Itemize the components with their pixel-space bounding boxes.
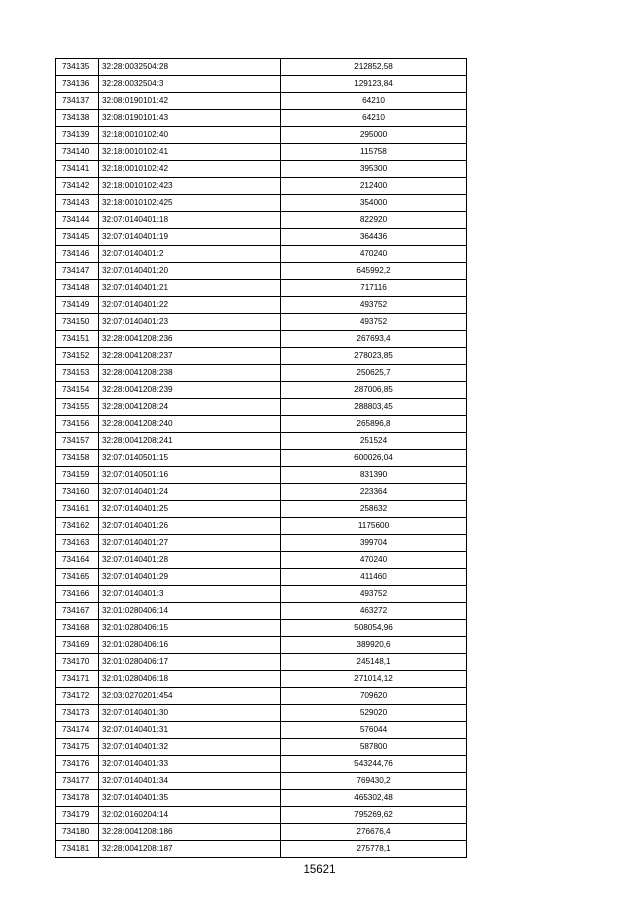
row-number-cell: 734162 — [56, 518, 99, 535]
table-row — [56, 110, 467, 127]
row-number-cell: 734164 — [56, 552, 99, 569]
row-number-cell: 734177 — [56, 773, 99, 790]
table-row — [56, 263, 467, 280]
value-cell: 276676,4 — [281, 824, 467, 841]
row-number-cell: 734151 — [56, 331, 99, 348]
cadastral-number-cell: 32:01:0280406:15 — [99, 620, 281, 637]
cadastral-number-cell: 32:01:0280406:16 — [99, 637, 281, 654]
table-row — [56, 484, 467, 501]
table-row — [56, 671, 467, 688]
value-cell: 463272 — [281, 603, 467, 620]
cadastral-number-cell: 32:07:0140401:35 — [99, 790, 281, 807]
value-cell: 600026,04 — [281, 450, 467, 467]
table-row — [56, 535, 467, 552]
row-number-cell: 734176 — [56, 756, 99, 773]
row-number-cell: 734166 — [56, 586, 99, 603]
cadastral-number-cell: 32:07:0140401:2 — [99, 246, 281, 263]
table-row — [56, 93, 467, 110]
row-number-cell: 734136 — [56, 76, 99, 93]
row-number-cell: 734160 — [56, 484, 99, 501]
value-cell: 354000 — [281, 195, 467, 212]
table-row — [56, 348, 467, 365]
row-number-cell: 734144 — [56, 212, 99, 229]
table-row — [56, 144, 467, 161]
row-number-cell: 734150 — [56, 314, 99, 331]
table-row — [56, 212, 467, 229]
row-number-cell: 734146 — [56, 246, 99, 263]
value-cell: 587800 — [281, 739, 467, 756]
value-cell: 465302,48 — [281, 790, 467, 807]
cadastral-number-cell: 32:28:0041208:24 — [99, 399, 281, 416]
cadastral-number-cell: 32:07:0140401:22 — [99, 297, 281, 314]
value-cell: 493752 — [281, 314, 467, 331]
value-cell: 212852,58 — [281, 59, 467, 76]
cadastral-number-cell: 32:07:0140401:29 — [99, 569, 281, 586]
value-cell: 250625,7 — [281, 365, 467, 382]
cadastral-number-cell: 32:07:0140401:21 — [99, 280, 281, 297]
cadastral-number-cell: 32:08:0190101:42 — [99, 93, 281, 110]
value-cell: 717116 — [281, 280, 467, 297]
value-cell: 769430,2 — [281, 773, 467, 790]
cadastral-number-cell: 32:28:0032504:3 — [99, 76, 281, 93]
table-row — [56, 620, 467, 637]
value-cell: 795269,62 — [281, 807, 467, 824]
row-number-cell: 734159 — [56, 467, 99, 484]
table-row — [56, 59, 467, 76]
value-cell: 258632 — [281, 501, 467, 518]
cadastral-number-cell: 32:07:0140401:20 — [99, 263, 281, 280]
cadastral-number-cell: 32:28:0041208:240 — [99, 416, 281, 433]
row-number-cell: 734157 — [56, 433, 99, 450]
cadastral-number-cell: 32:01:0280406:14 — [99, 603, 281, 620]
row-number-cell: 734174 — [56, 722, 99, 739]
table-row — [56, 841, 467, 858]
table-row — [56, 76, 467, 93]
cadastral-number-cell: 32:28:0041208:237 — [99, 348, 281, 365]
cadastral-number-cell: 32:28:0041208:238 — [99, 365, 281, 382]
value-cell: 115758 — [281, 144, 467, 161]
cadastral-number-cell: 32:07:0140401:26 — [99, 518, 281, 535]
value-cell: 295000 — [281, 127, 467, 144]
table-row — [56, 331, 467, 348]
value-cell: 529020 — [281, 705, 467, 722]
value-cell: 822920 — [281, 212, 467, 229]
value-cell: 645992,2 — [281, 263, 467, 280]
value-cell: 576044 — [281, 722, 467, 739]
table-row — [56, 722, 467, 739]
value-cell: 831390 — [281, 467, 467, 484]
cadastral-number-cell: 32:07:0140401:27 — [99, 535, 281, 552]
row-number-cell: 734172 — [56, 688, 99, 705]
table-row — [56, 688, 467, 705]
row-number-cell: 734156 — [56, 416, 99, 433]
table-row — [56, 586, 467, 603]
cadastral-value-table — [55, 58, 467, 858]
table-row — [56, 603, 467, 620]
value-cell: 470240 — [281, 552, 467, 569]
table-body — [56, 59, 467, 858]
cadastral-number-cell: 32:07:0140401:23 — [99, 314, 281, 331]
row-number-cell: 734158 — [56, 450, 99, 467]
table-row — [56, 297, 467, 314]
table-row — [56, 127, 467, 144]
table-row — [56, 637, 467, 654]
value-cell: 278023,85 — [281, 348, 467, 365]
value-cell: 399704 — [281, 535, 467, 552]
row-number-cell: 734155 — [56, 399, 99, 416]
cadastral-number-cell: 32:07:0140401:19 — [99, 229, 281, 246]
value-cell: 271014,12 — [281, 671, 467, 688]
table-row — [56, 654, 467, 671]
value-cell: 287006,85 — [281, 382, 467, 399]
cadastral-number-cell: 32:18:0010102:423 — [99, 178, 281, 195]
table-row — [56, 467, 467, 484]
cadastral-number-cell: 32:07:0140501:15 — [99, 450, 281, 467]
row-number-cell: 734173 — [56, 705, 99, 722]
value-cell: 389920,6 — [281, 637, 467, 654]
row-number-cell: 734154 — [56, 382, 99, 399]
row-number-cell: 734171 — [56, 671, 99, 688]
table-row — [56, 705, 467, 722]
cadastral-number-cell: 32:28:0041208:236 — [99, 331, 281, 348]
row-number-cell: 734168 — [56, 620, 99, 637]
row-number-cell: 734152 — [56, 348, 99, 365]
table-row — [56, 280, 467, 297]
row-number-cell: 734169 — [56, 637, 99, 654]
row-number-cell: 734163 — [56, 535, 99, 552]
cadastral-number-cell: 32:08:0190101:43 — [99, 110, 281, 127]
row-number-cell: 734165 — [56, 569, 99, 586]
value-cell: 288803,45 — [281, 399, 467, 416]
row-number-cell: 734135 — [56, 59, 99, 76]
row-number-cell: 734161 — [56, 501, 99, 518]
row-number-cell: 734178 — [56, 790, 99, 807]
value-cell: 470240 — [281, 246, 467, 263]
table-row — [56, 314, 467, 331]
cadastral-number-cell: 32:28:0041208:239 — [99, 382, 281, 399]
table-row — [56, 433, 467, 450]
cadastral-number-cell: 32:28:0041208:187 — [99, 841, 281, 858]
value-cell: 493752 — [281, 297, 467, 314]
row-number-cell: 734153 — [56, 365, 99, 382]
value-cell: 267693,4 — [281, 331, 467, 348]
table-row — [56, 739, 467, 756]
cadastral-number-cell: 32:01:0280406:18 — [99, 671, 281, 688]
row-number-cell: 734147 — [56, 263, 99, 280]
page-number: 15621 — [303, 864, 336, 876]
cadastral-number-cell: 32:18:0010102:425 — [99, 195, 281, 212]
value-cell: 265896,8 — [281, 416, 467, 433]
cadastral-number-cell: 32:18:0010102:42 — [99, 161, 281, 178]
cadastral-number-cell: 32:07:0140401:33 — [99, 756, 281, 773]
value-cell: 411460 — [281, 569, 467, 586]
cadastral-number-cell: 32:07:0140401:25 — [99, 501, 281, 518]
row-number-cell: 734148 — [56, 280, 99, 297]
row-number-cell: 734137 — [56, 93, 99, 110]
cadastral-number-cell: 32:07:0140501:16 — [99, 467, 281, 484]
cadastral-number-cell: 32:07:0140401:31 — [99, 722, 281, 739]
cadastral-number-cell: 32:07:0140401:28 — [99, 552, 281, 569]
cadastral-number-cell: 32:02:0160204:14 — [99, 807, 281, 824]
row-number-cell: 734141 — [56, 161, 99, 178]
value-cell: 1175600 — [281, 518, 467, 535]
row-number-cell: 734140 — [56, 144, 99, 161]
value-cell: 543244,76 — [281, 756, 467, 773]
cadastral-number-cell: 32:28:0041208:186 — [99, 824, 281, 841]
table-row — [56, 569, 467, 586]
row-number-cell: 734138 — [56, 110, 99, 127]
cadastral-number-cell: 32:03:0270201:454 — [99, 688, 281, 705]
table-row — [56, 501, 467, 518]
table-row — [56, 807, 467, 824]
row-number-cell: 734180 — [56, 824, 99, 841]
row-number-cell: 734179 — [56, 807, 99, 824]
row-number-cell: 734181 — [56, 841, 99, 858]
value-cell: 395300 — [281, 161, 467, 178]
table-row — [56, 790, 467, 807]
value-cell: 508054,96 — [281, 620, 467, 637]
cadastral-number-cell: 32:07:0140401:3 — [99, 586, 281, 603]
table-row — [56, 246, 467, 263]
table-row — [56, 552, 467, 569]
table-row — [56, 382, 467, 399]
cadastral-number-cell: 32:18:0010102:40 — [99, 127, 281, 144]
table-row — [56, 195, 467, 212]
value-cell: 129123,84 — [281, 76, 467, 93]
cadastral-number-cell: 32:18:0010102:41 — [99, 144, 281, 161]
value-cell: 64210 — [281, 93, 467, 110]
value-cell: 709620 — [281, 688, 467, 705]
value-cell: 223364 — [281, 484, 467, 501]
cadastral-number-cell: 32:07:0140401:24 — [99, 484, 281, 501]
cadastral-number-cell: 32:07:0140401:30 — [99, 705, 281, 722]
table-row — [56, 416, 467, 433]
table-row — [56, 756, 467, 773]
cadastral-number-cell: 32:07:0140401:32 — [99, 739, 281, 756]
value-cell: 245148,1 — [281, 654, 467, 671]
table-row — [56, 229, 467, 246]
row-number-cell: 734143 — [56, 195, 99, 212]
cadastral-number-cell: 32:07:0140401:18 — [99, 212, 281, 229]
row-number-cell: 734142 — [56, 178, 99, 195]
cadastral-number-cell: 32:28:0032504:28 — [99, 59, 281, 76]
table-row — [56, 399, 467, 416]
cadastral-number-cell: 32:07:0140401:34 — [99, 773, 281, 790]
value-cell: 64210 — [281, 110, 467, 127]
value-cell: 251524 — [281, 433, 467, 450]
value-cell: 275778,1 — [281, 841, 467, 858]
row-number-cell: 734175 — [56, 739, 99, 756]
table-row — [56, 773, 467, 790]
table-row — [56, 450, 467, 467]
cadastral-number-cell: 32:01:0280406:17 — [99, 654, 281, 671]
table-row — [56, 365, 467, 382]
table-row — [56, 824, 467, 841]
row-number-cell: 734170 — [56, 654, 99, 671]
row-number-cell: 734167 — [56, 603, 99, 620]
row-number-cell: 734139 — [56, 127, 99, 144]
value-cell: 364436 — [281, 229, 467, 246]
row-number-cell: 734149 — [56, 297, 99, 314]
cadastral-number-cell: 32:28:0041208:241 — [99, 433, 281, 450]
table-row — [56, 518, 467, 535]
table-row — [56, 178, 467, 195]
value-cell: 212400 — [281, 178, 467, 195]
value-cell: 493752 — [281, 586, 467, 603]
row-number-cell: 734145 — [56, 229, 99, 246]
table-row — [56, 161, 467, 178]
